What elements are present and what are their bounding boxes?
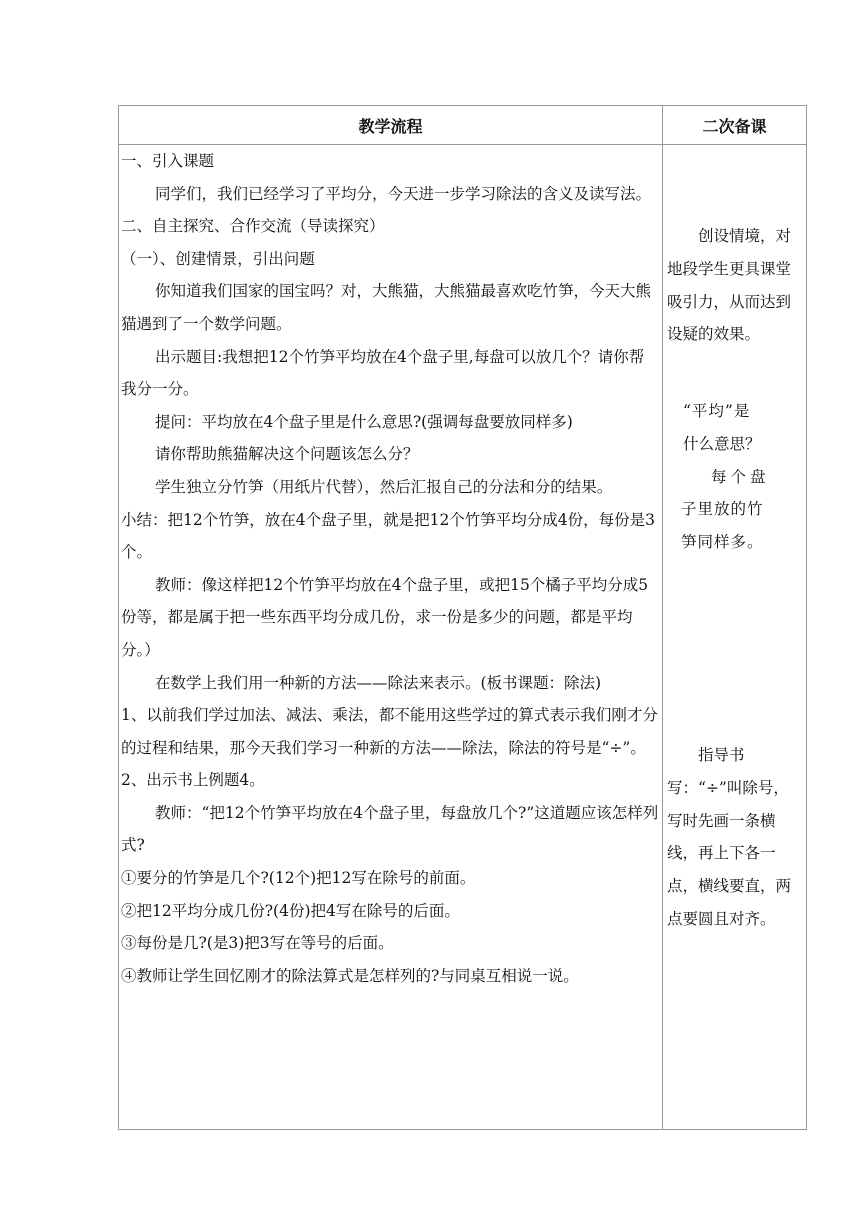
paragraph: 教师：“把12个竹笋平均放在4个盘子里，每盘放几个?”这道题应该怎样列式?: [121, 803, 659, 855]
note-answer-line: 子里放的竹: [681, 500, 764, 519]
paragraph: 小结：把12个竹笋，放在4个盘子里，就是把12个竹笋平均分成4份，每份是3个。: [121, 510, 656, 562]
note-question-line: “平均”是: [683, 402, 751, 420]
paragraph: 1、以前我们学过加法、减法、乘法，都不能用这些学过的算式表示我们刚才分的过程和结果，那今天我们学习一种新的方法——除法，除法的符号是“÷”。: [121, 706, 658, 757]
paragraph: 提问：平均放在4个盘子里是什么意思?(强调每盘要放同样多): [155, 412, 573, 431]
list-item: ②把12平均分成几份?(4份)把4写在除号的后面。: [121, 901, 460, 920]
paragraph: 出示题目:我想把12个竹笋平均放在4个盘子里,每盘可以放几个？请你帮我分一分。: [121, 347, 645, 399]
note-writing-guide: 指导书写：“÷”叫除号，写时先画一条横线，再上下各一点，横线要直，两点要圆且对齐。: [667, 746, 792, 928]
paragraph: 你知道我们国家的国宝吗？对，大熊猫，大熊猫最喜欢吃竹笋，今天大熊猫遇到了一个数学问题。: [121, 282, 652, 333]
table-header-row: [119, 106, 807, 145]
note-average-meaning: [681, 395, 781, 559]
section-heading: 二、自主探究、合作交流（导读探究）: [121, 217, 385, 236]
table-body-row: [119, 145, 807, 1130]
note-question-line: 什么意思？: [683, 434, 761, 453]
list-item: ①要分的竹笋是几个?(12个)把12写在除号的前面。: [121, 869, 476, 888]
note-answer-line: 每个盘: [711, 467, 770, 486]
section-heading: 一、引入课题: [121, 152, 215, 170]
header-teaching-process: 教学流程: [119, 106, 663, 145]
subsection-heading: （一）、创建情景，引出问题: [121, 249, 315, 268]
paragraph: 教师：像这样把12个竹笋平均放在4个盘子里，或把15个橘子平均分成5份等，都是属于把一些东西平均分成几份，求一份是多少的问题，都是平均分。）: [121, 575, 649, 659]
paragraph: 同学们，我们已经学习了平均分，今天进一步学习除法的含义及读写法。: [155, 184, 652, 203]
paragraph: 在数学上我们用一种新的方法——除法来表示。(板书课题：除法): [155, 673, 602, 692]
teaching-process-cell: [119, 145, 663, 1130]
paragraph: 2、出示书上例题4。: [121, 771, 265, 790]
header-second-preparation: 二次备课: [663, 106, 807, 145]
note-answer-line: 笋同样多。: [681, 533, 764, 552]
list-item: ④教师让学生回忆刚才的除法算式是怎样列的?与同桌互相说一说。: [121, 966, 579, 985]
note-situation: 创设情境，对地段学生更具课堂吸引力，从而达到设疑的效果。: [667, 227, 792, 344]
lesson-plan-table: [118, 105, 807, 1130]
paragraph: 学生独立分竹笋（用纸片代替），然后汇报自己的分法和分的结果。: [155, 477, 613, 496]
second-preparation-cell: [663, 145, 807, 1130]
paragraph: 请你帮助熊猫解决这个问题该怎么分？: [155, 445, 419, 464]
list-item: ③每份是几?(是3)把3写在等号的后面。: [121, 934, 394, 953]
